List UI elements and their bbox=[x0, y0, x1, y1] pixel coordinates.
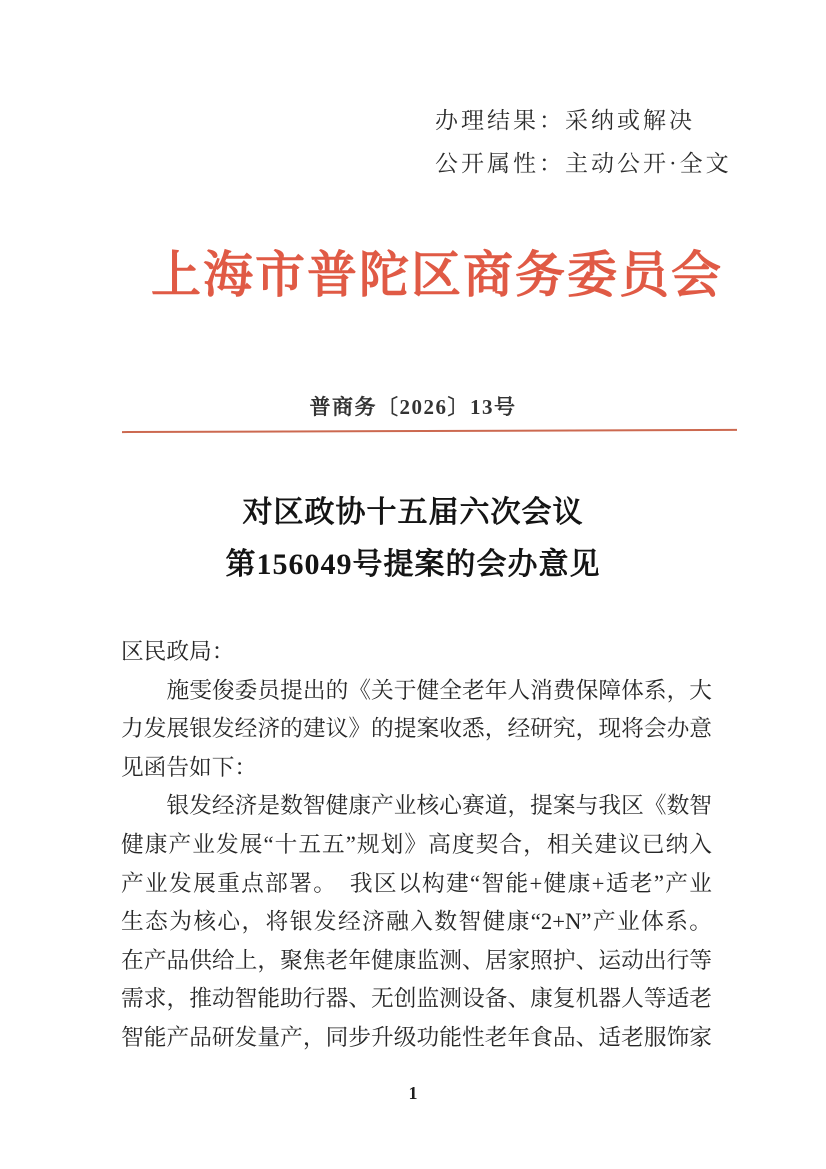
letterhead-divider-rule bbox=[122, 429, 737, 433]
document-title-line2: 第156049号提案的会办意见 bbox=[225, 548, 601, 581]
body-line: 区民政局： bbox=[121, 639, 235, 664]
body-line: 智能产品研发量产，同步升级功能性老年食品、适老服饰家 bbox=[121, 1024, 712, 1050]
body-line: 施雯俊委员提出的《关于健全老年人消费保障体系，大 bbox=[121, 677, 712, 703]
agency-letterhead: 上海市普陀区商务委员会 bbox=[151, 247, 723, 303]
body-line: 见函告如下： bbox=[121, 754, 258, 780]
body-line: 产业发展重点部署。 我区以构建“智能+健康+适老”产业 bbox=[121, 870, 712, 896]
processing-result-line: 办理结果：采纳或解决 bbox=[435, 108, 695, 133]
document-number: 普商务〔2026〕13号 bbox=[309, 395, 517, 419]
body-line: 银发经济是数智健康产业核心赛道，提案与我区《数智 bbox=[121, 793, 712, 819]
publicity-line: 公开属性：主动公开·全文 bbox=[435, 151, 732, 176]
body-line: 生态为核心，将银发经济融入数智健康“2+N”产业体系。 bbox=[121, 909, 712, 935]
document-title-line1: 对区政协十五届六次会议 bbox=[242, 496, 584, 529]
body-line: 需求，推动智能助行器、无创监测设备、康复机器人等适老 bbox=[121, 986, 712, 1012]
document-title bbox=[0, 487, 826, 591]
page-number: 1 bbox=[408, 1083, 418, 1103]
body-line: 健康产业发展“十五五”规划》高度契合，相关建议已纳入 bbox=[121, 831, 712, 857]
document-body bbox=[121, 633, 712, 1058]
body-line: 在产品供给上，聚焦老年健康监测、居家照护、运动出行等 bbox=[121, 947, 712, 973]
body-line: 力发展银发经济的建议》的提案收悉，经研究，现将会办意 bbox=[121, 716, 712, 742]
document-meta bbox=[435, 99, 732, 185]
